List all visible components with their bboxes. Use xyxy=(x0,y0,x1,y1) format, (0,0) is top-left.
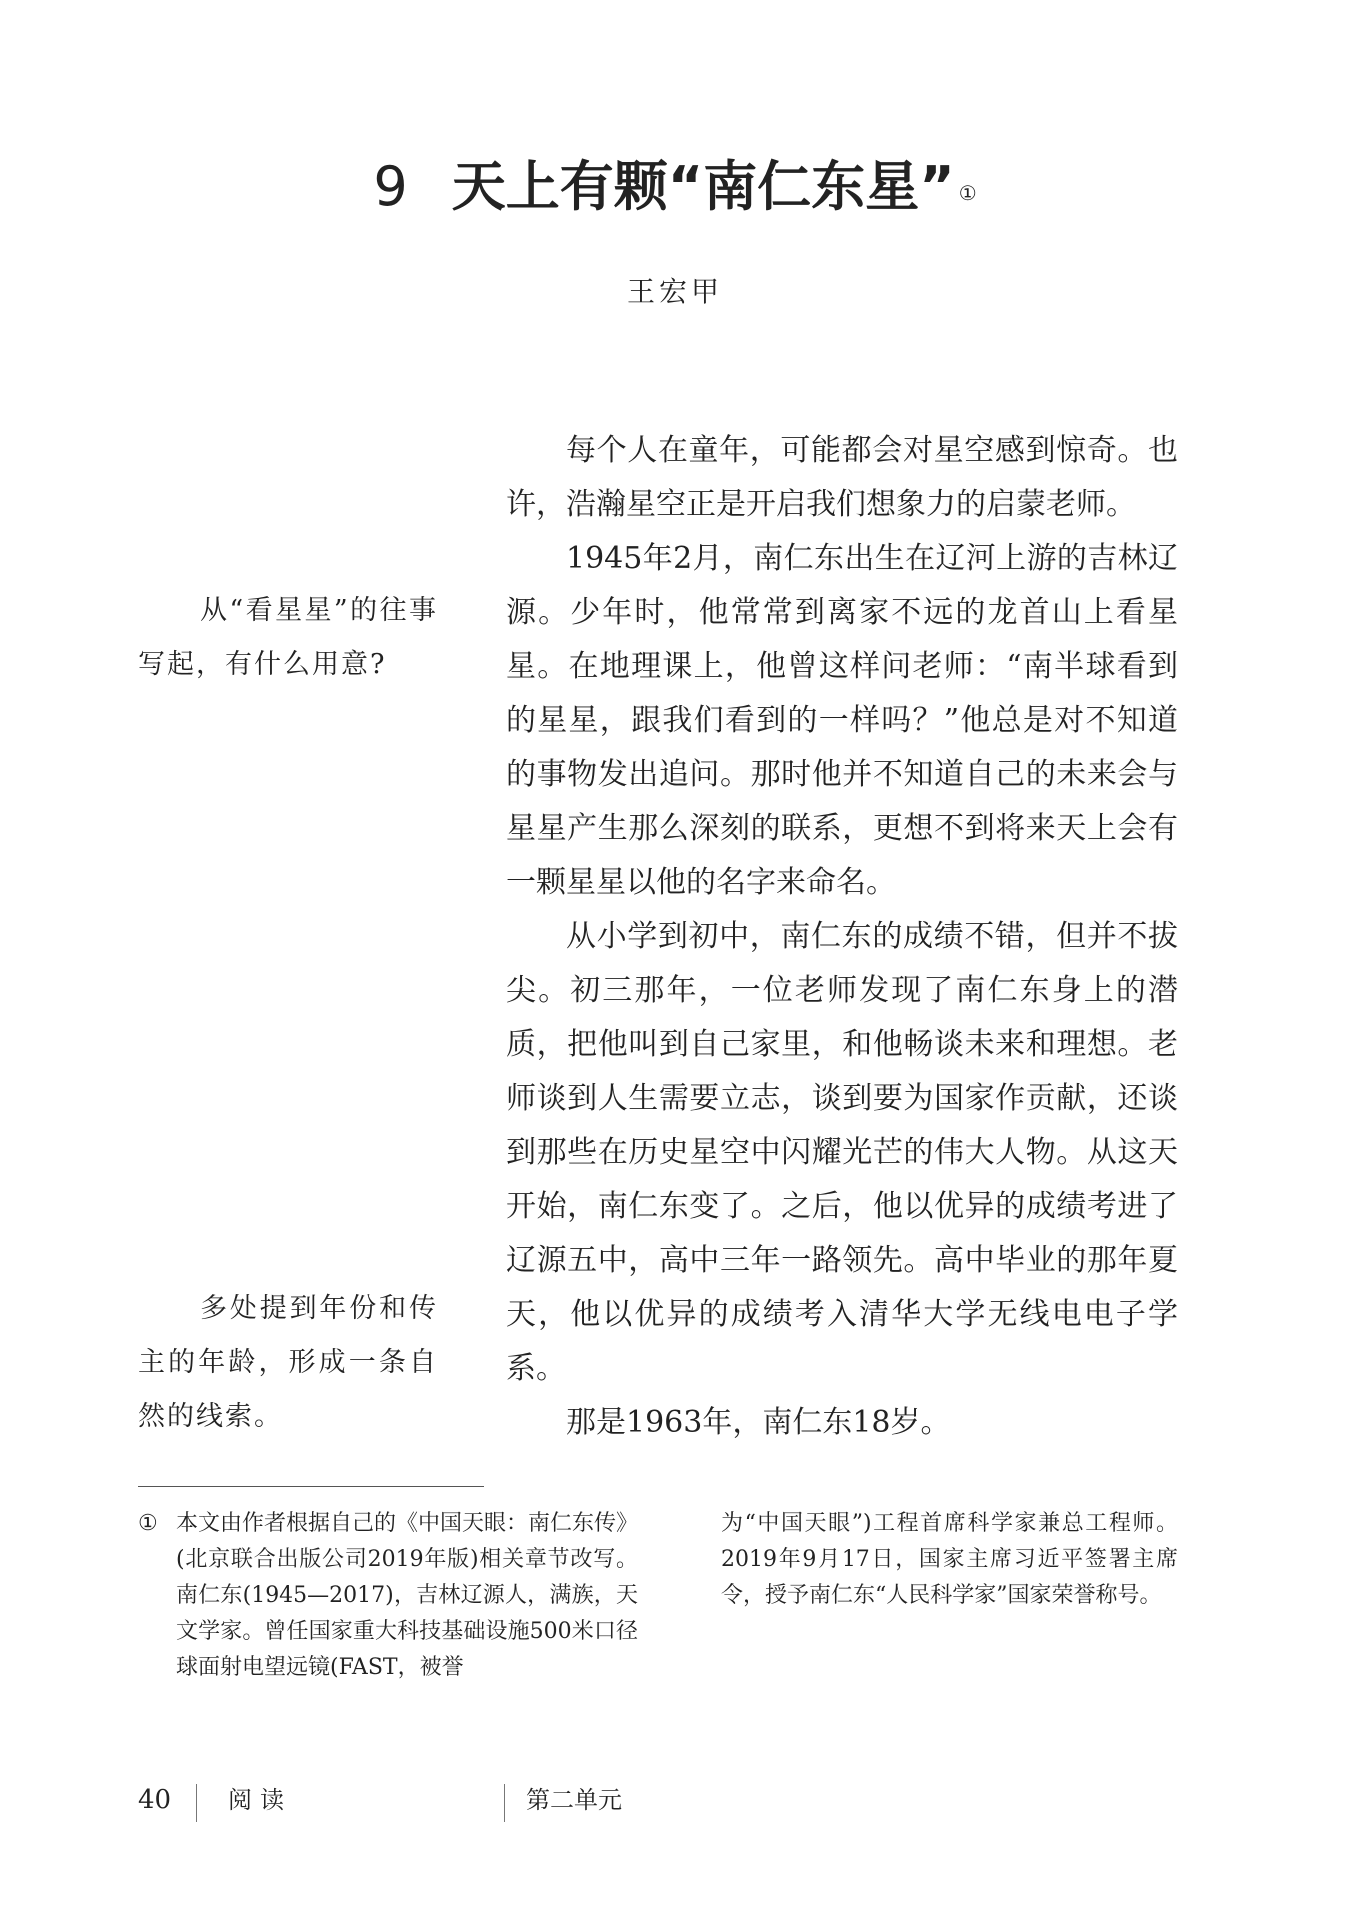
footnote-text-continued: 为“中国天眼”)工程首席科学家兼总工程师。2019年9月17日，国家主席习近平签署主席令，授予南仁东“人民科学家”国家荣誉称号。 xyxy=(721,1511,1178,1608)
lesson-title xyxy=(0,152,1350,222)
footnote-mark: ① xyxy=(138,1511,158,1536)
paragraph: 那是1963年，南仁东18岁。 xyxy=(566,1405,951,1440)
title-footnote-mark[interactable]: ① xyxy=(958,181,977,205)
page-number: 40 xyxy=(138,1785,172,1815)
margin-note: 多处提到年份和传主的年龄，形成一条自然的线索。 xyxy=(138,1293,438,1432)
footer-unit-label: 第二单元 xyxy=(526,1786,622,1814)
footer-divider xyxy=(196,1784,197,1822)
paragraph: 从小学到初中，南仁东的成绩不错，但并不拔尖。初三那年，一位老师发现了南仁东身上的潜质，把他叫到自己家里，和他畅谈未来和理想。老师谈到人生需要立志，谈到要为国家作贡献，还谈到那些在历史星空中闪耀光芒的伟大人物。从这天开始，南仁东变了。之后，他以优异的成绩考进了辽源五中，高中三年一路领先。高中毕业的那年夏天，他以优异的成绩考入清华大学无线电电子学系。 xyxy=(506,919,1178,1386)
margin-note: 从“看星星”的往事写起，有什么用意? xyxy=(138,595,438,680)
paragraph: 1945年2月，南仁东出生在辽河上游的吉林辽源。少年时，他常常到离家不远的龙首山上看星星。在地理课上，他曾这样问老师：“南半球看到的星星，跟我们看到的一样吗？”他总是对不知道的事物发出追问。那时他并不知道自己的未来会与星星产生那么深刻的联系，更想不到将来天上会有一颗星星以他的名字来命名。 xyxy=(506,541,1178,900)
footnote-divider xyxy=(138,1486,484,1487)
main-text xyxy=(506,424,1178,1450)
footer-divider xyxy=(504,1784,505,1822)
footnote-text: 本文由作者根据自己的《中国天眼：南仁东传》(北京联合出版公司2019年版)相关章节改写。南仁东(1945—2017)，吉林辽源人，满族，天文学家。曾任国家重大科技基础设施500米口径球面射电望远镜(FAST，被誉 xyxy=(176,1511,639,1680)
footer-section-label: 阅读 xyxy=(228,1786,292,1814)
lesson-number: 9 xyxy=(373,155,408,218)
footnote-left-column xyxy=(138,1506,638,1686)
paragraph: 每个人在童年，可能都会对星空感到惊奇。也许，浩瀚星空正是开启我们想象力的启蒙老师。 xyxy=(506,433,1178,522)
author: 王宏甲 xyxy=(626,275,723,308)
lesson-title-text: 天上有颗“南仁东星” xyxy=(451,155,955,218)
